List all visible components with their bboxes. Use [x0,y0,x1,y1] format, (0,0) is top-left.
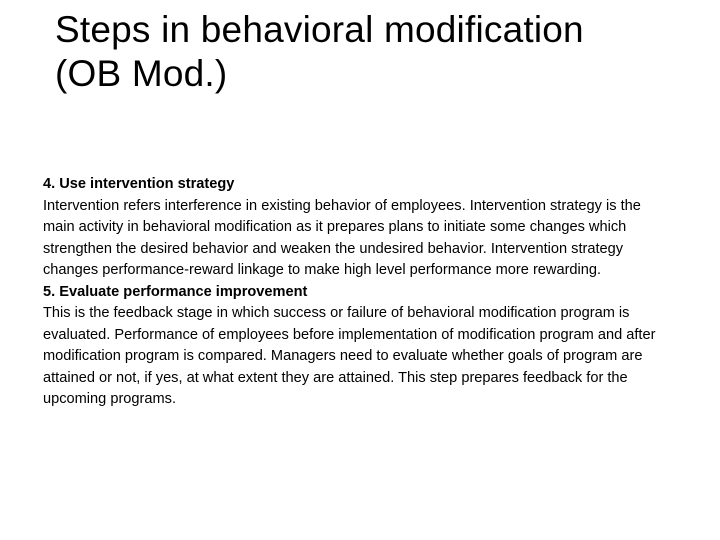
section-heading-intervention: 4. Use intervention strategy [43,176,235,192]
section-text-intervention: Intervention refers interference in existing behavior of employees. Intervention strategy is the main activity in behavioral modification as it prepares plans to initiate some changes which strengthen the desired behavior and weaken the undesired behavior. Intervention strategy changes performance-reward linkage to make high level performance more rewarding. [43,197,641,278]
title-line-1: Steps in behavioral modification [55,9,584,50]
slide-title [55,8,695,97]
section-heading-evaluate: 5. Evaluate performance improvement [43,283,308,300]
slide-body [43,174,675,411]
section-text-evaluate: This is the feedback stage in which success or failure of behavioral modification program is evaluated. Performance of employees before implementation of modification program and after modification program is compared. Managers need to evaluate whether goals of program are attained or not, if yes, at what extent they are attained. This step prepares feedback for the upcoming programs. [43,305,656,407]
title-line-2: (OB Mod.) [55,53,228,95]
